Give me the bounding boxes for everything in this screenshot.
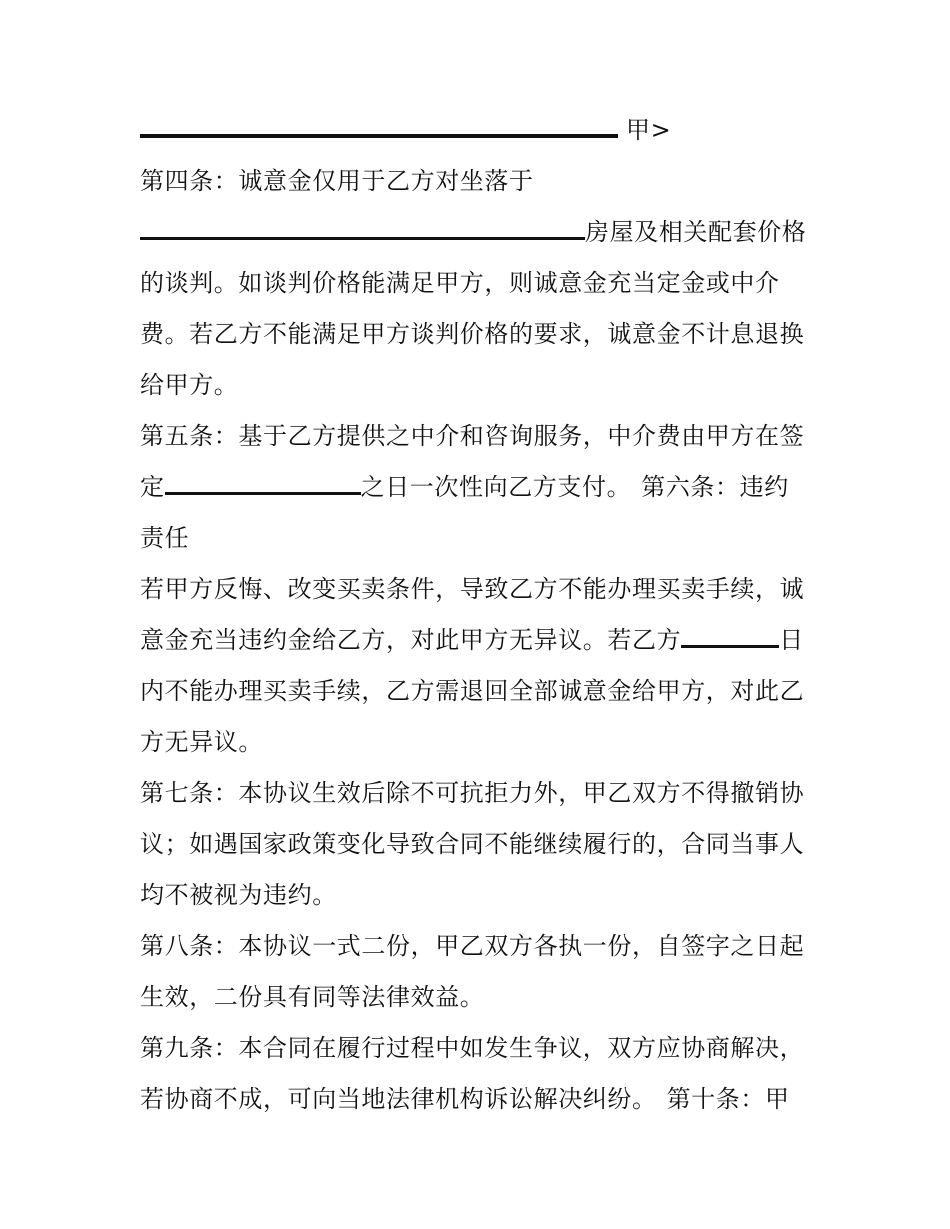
article-4-line-3: 的谈判。如谈判价格能满足甲方，则诚意金充当定金或中介 [140,269,780,297]
article-6-line-2-head: 意金充当违约金给乙方，对此甲方无异议。若乙方 [140,626,682,654]
article-6-line-2-tail: 日 [779,626,804,654]
article-5-line-2-head: 定 [140,473,165,501]
article-5-line-3: 责任 [140,524,190,552]
top-line [140,113,671,147]
top-line-text: 甲> [626,116,672,144]
article-5-line-2 [140,470,789,504]
article-7-line-1: 第七条：本协议生效后除不可抗拒力外，甲乙双方不得撤销协 [140,779,805,807]
article-8-line-2: 生效，二份具有同等法律效益。 [140,983,485,1011]
article-6-line-4: 方无异议。 [140,728,263,756]
article-9-line-2-text: 若协商不成，可向当地法律机构诉讼解决纠纷。 [140,1085,657,1113]
article-5-line-2-tail: 之日一次性向乙方支付。 [360,473,632,501]
article-8-line-1: 第八条：本协议一式二份，甲乙双方各执一份，自签字之日起 [140,932,805,960]
blank-field [140,116,618,138]
blank-field [140,219,585,240]
article-4-line-5: 给甲方。 [140,371,239,399]
article-4-line-2 [140,215,806,249]
article-4-line-1: 第四条：诚意金仅用于乙方对坐落于 [140,167,534,195]
article-7-line-2: 议；如遇国家政策变化导致合同不能继续履行的，合同当事人 [140,830,805,858]
article-6-line-3: 内不能办理买卖手续，乙方需退回全部诚意金给甲方，对此乙 [140,677,805,705]
blank-field [681,627,779,648]
article-6-line-1: 若甲方反悔、改变买卖条件，导致乙方不能办理买卖手续，诚 [140,575,805,603]
article-4-line-4: 费。若乙方不能满足甲方谈判价格的要求，诚意金不计息退换 [140,320,805,348]
article-7-line-3: 均不被视为违约。 [140,881,337,909]
article-10-heading: 第十条：甲 [666,1085,790,1113]
blank-field [165,474,361,495]
article-4-line-2-text: 房屋及相关配套价格 [585,218,807,246]
article-5-line-1: 第五条：基于乙方提供之中介和咨询服务，中介费由甲方在签 [140,422,805,450]
article-9-line-1: 第九条：本合同在履行过程中如发生争议，双方应协商解决， [140,1034,805,1062]
article-9-line-2 [140,1082,790,1116]
article-6-heading: 第六条：违约 [641,473,789,501]
article-6-line-2 [140,623,804,657]
